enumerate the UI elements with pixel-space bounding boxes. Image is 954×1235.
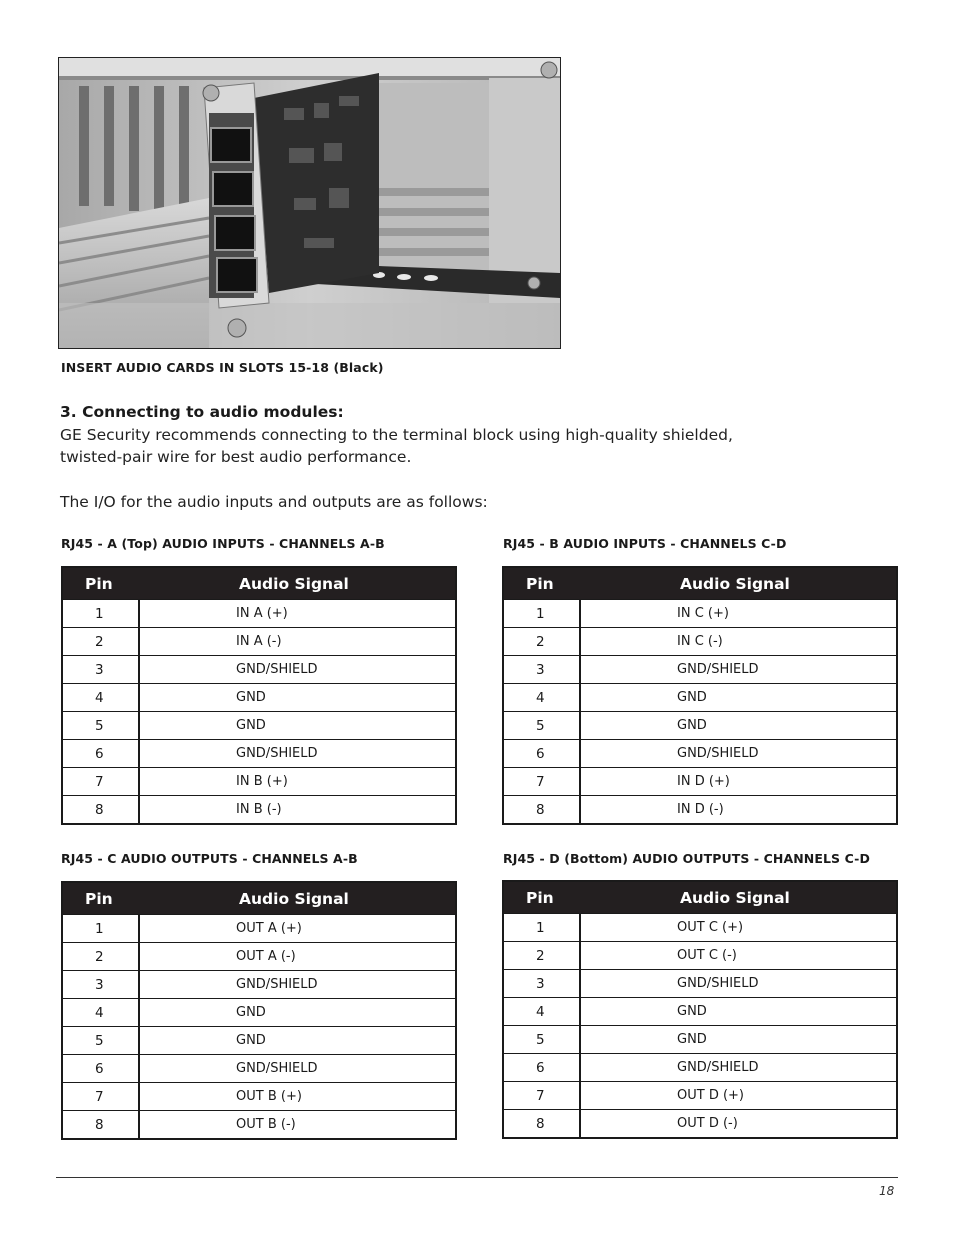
pin-number: 5	[62, 1027, 139, 1055]
table-row	[503, 768, 897, 796]
pin-number: 2	[62, 943, 139, 971]
audio-card-photo	[58, 57, 561, 349]
pin-number: 6	[62, 1055, 139, 1083]
footer-divider	[56, 1177, 898, 1178]
table-row	[62, 712, 456, 740]
table-row	[503, 796, 897, 825]
io-paragraph: The I/O for the audio inputs and outputs are as follows:	[60, 493, 488, 511]
pin-number: 1	[62, 600, 139, 628]
pin-number: 7	[62, 1083, 139, 1111]
table-row	[62, 628, 456, 656]
audio-signal: OUT D (+)	[580, 1082, 897, 1110]
page-number: 18	[879, 1184, 895, 1198]
audio-signal: OUT A (-)	[139, 943, 456, 971]
table-label-rj45-c: RJ45 - C AUDIO OUTPUTS - CHANNELS A-B	[61, 851, 358, 866]
audio-signal: OUT A (+)	[139, 915, 456, 943]
table-row	[503, 656, 897, 684]
audio-signal: GND/SHIELD	[139, 740, 456, 768]
column-header-pin: Pin	[62, 567, 139, 600]
column-header-audio-signal: Audio Signal	[139, 882, 456, 915]
table-row	[503, 628, 897, 656]
table-row	[62, 915, 456, 943]
pin-number: 6	[503, 1054, 580, 1082]
pinout-table-rj45-a	[61, 566, 457, 825]
pin-number: 1	[62, 915, 139, 943]
audio-signal: GND	[139, 1027, 456, 1055]
pin-number: 8	[503, 1110, 580, 1139]
audio-signal: GND/SHIELD	[139, 656, 456, 684]
pin-number: 1	[503, 600, 580, 628]
pin-number: 7	[503, 768, 580, 796]
column-header-pin: Pin	[503, 567, 580, 600]
audio-signal: IN C (+)	[580, 600, 897, 628]
table-row	[503, 600, 897, 628]
pin-number: 4	[503, 684, 580, 712]
pin-number: 7	[62, 768, 139, 796]
pin-number: 6	[503, 740, 580, 768]
table-row	[62, 740, 456, 768]
intro-paragraph-line-2: twisted-pair wire for best audio performance.	[60, 448, 412, 466]
card-cage-illustration	[59, 58, 560, 348]
table-row	[62, 656, 456, 684]
pin-number: 8	[62, 796, 139, 825]
pin-number: 1	[503, 914, 580, 942]
audio-signal: GND	[139, 712, 456, 740]
audio-signal: IN A (+)	[139, 600, 456, 628]
pin-number: 6	[62, 740, 139, 768]
table-row	[503, 914, 897, 942]
pin-number: 8	[62, 1111, 139, 1140]
audio-signal: GND	[139, 684, 456, 712]
pin-number: 3	[503, 656, 580, 684]
pin-number: 7	[503, 1082, 580, 1110]
pin-number: 3	[62, 971, 139, 999]
table-row	[503, 970, 897, 998]
pin-number: 4	[62, 999, 139, 1027]
pin-number: 4	[62, 684, 139, 712]
table-row	[62, 684, 456, 712]
audio-signal: IN D (+)	[580, 768, 897, 796]
table-row	[62, 1055, 456, 1083]
table-label-rj45-a: RJ45 - A (Top) AUDIO INPUTS - CHANNELS A-B	[61, 536, 385, 551]
table-row	[62, 1111, 456, 1140]
pin-number: 8	[503, 796, 580, 825]
audio-signal: IN B (+)	[139, 768, 456, 796]
audio-signal: OUT C (+)	[580, 914, 897, 942]
table-row	[503, 712, 897, 740]
column-header-audio-signal: Audio Signal	[580, 881, 897, 914]
audio-signal: GND/SHIELD	[580, 656, 897, 684]
audio-signal: OUT D (-)	[580, 1110, 897, 1139]
table-row	[503, 684, 897, 712]
audio-signal: GND	[580, 684, 897, 712]
audio-signal: IN D (-)	[580, 796, 897, 825]
table-row	[503, 998, 897, 1026]
column-header-pin: Pin	[503, 881, 580, 914]
audio-signal: GND/SHIELD	[139, 1055, 456, 1083]
table-row	[503, 1082, 897, 1110]
table-row	[62, 1027, 456, 1055]
audio-signal: GND	[580, 1026, 897, 1054]
audio-signal: OUT B (+)	[139, 1083, 456, 1111]
section-heading: 3. Connecting to audio modules:	[60, 403, 344, 421]
intro-paragraph-line-1: GE Security recommends connecting to the terminal block using high-quality shielded,	[60, 426, 733, 444]
audio-signal: GND/SHIELD	[580, 970, 897, 998]
table-row	[62, 600, 456, 628]
pin-number: 3	[62, 656, 139, 684]
column-header-audio-signal: Audio Signal	[139, 567, 456, 600]
pinout-table-rj45-b	[502, 566, 898, 825]
pin-number: 2	[503, 628, 580, 656]
audio-signal: GND/SHIELD	[580, 740, 897, 768]
pin-number: 5	[503, 712, 580, 740]
table-row	[503, 740, 897, 768]
audio-signal: IN B (-)	[139, 796, 456, 825]
audio-signal: OUT B (-)	[139, 1111, 456, 1140]
table-row	[503, 1026, 897, 1054]
figure-caption: INSERT AUDIO CARDS IN SLOTS 15-18 (Black)	[61, 360, 384, 375]
column-header-audio-signal: Audio Signal	[580, 567, 897, 600]
table-row	[503, 942, 897, 970]
table-row	[62, 1083, 456, 1111]
pin-number: 2	[62, 628, 139, 656]
table-row	[62, 971, 456, 999]
table-row	[62, 999, 456, 1027]
table-row	[503, 1054, 897, 1082]
pinout-table-rj45-c	[61, 881, 457, 1140]
pinout-table-rj45-d	[502, 880, 898, 1139]
audio-signal: GND/SHIELD	[139, 971, 456, 999]
pin-number: 5	[62, 712, 139, 740]
column-header-pin: Pin	[62, 882, 139, 915]
pin-number: 5	[503, 1026, 580, 1054]
audio-signal: GND	[580, 712, 897, 740]
audio-signal: GND	[139, 999, 456, 1027]
audio-signal: GND	[580, 998, 897, 1026]
table-row	[62, 943, 456, 971]
audio-signal: OUT C (-)	[580, 942, 897, 970]
table-row	[62, 796, 456, 825]
table-label-rj45-b: RJ45 - B AUDIO INPUTS - CHANNELS C-D	[503, 536, 787, 551]
audio-signal: GND/SHIELD	[580, 1054, 897, 1082]
table-row	[503, 1110, 897, 1139]
table-row	[62, 768, 456, 796]
table-label-rj45-d: RJ45 - D (Bottom) AUDIO OUTPUTS - CHANNELS C-D	[503, 851, 870, 866]
pin-number: 2	[503, 942, 580, 970]
audio-signal: IN C (-)	[580, 628, 897, 656]
audio-signal: IN A (-)	[139, 628, 456, 656]
pin-number: 3	[503, 970, 580, 998]
pin-number: 4	[503, 998, 580, 1026]
